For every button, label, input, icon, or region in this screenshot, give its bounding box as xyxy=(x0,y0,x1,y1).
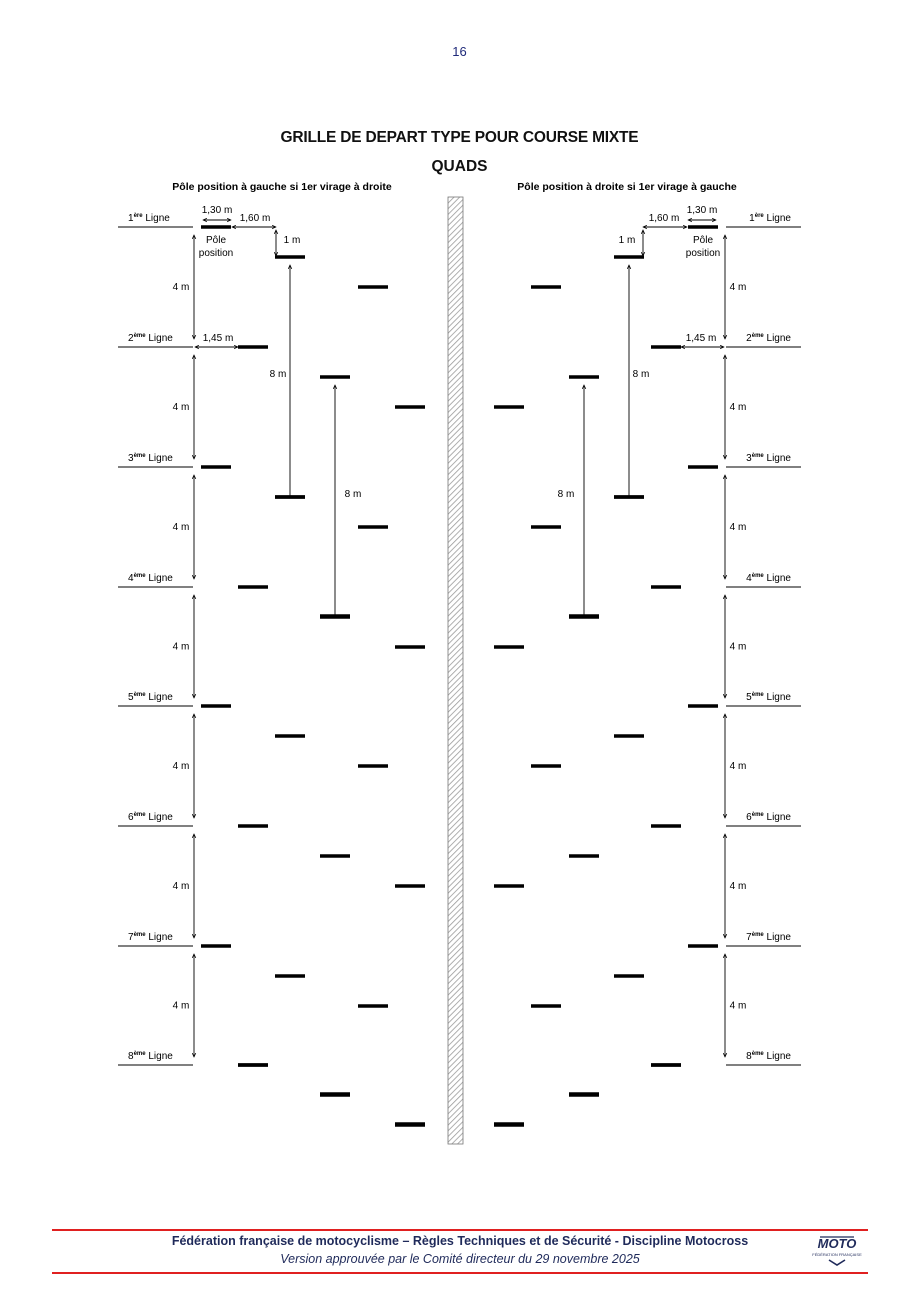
column-spacing-label-2: 8 m xyxy=(344,489,362,500)
dim-row2-offset-label: 1,45 m xyxy=(202,333,234,344)
dim-offset-label: 1 m xyxy=(283,235,301,246)
spacing-label-7: 4 m xyxy=(172,1000,190,1012)
left-heading: Pôle position à gauche si 1er virage à droite xyxy=(172,181,392,193)
footer-version: Version approuvée par le Comité directeur du 29 novembre 2025 xyxy=(280,1252,640,1266)
pole-label-1: Pôle xyxy=(205,235,227,246)
grid-line-label-7: 7ème Ligne xyxy=(746,932,791,943)
right-heading: Pôle position à droite si 1er virage à gauche xyxy=(517,181,737,193)
ffm-logo xyxy=(812,1232,862,1268)
dim-pole-width-label: 1,30 m xyxy=(201,205,233,216)
spacing-label-4: 4 m xyxy=(729,641,747,653)
dim-gap-label: 1,60 m xyxy=(239,213,271,224)
dim-row2-offset-label: 1,45 m xyxy=(685,333,717,344)
footer-rule-top xyxy=(52,1229,868,1231)
grid-line-label-6: 6ème Ligne xyxy=(746,812,791,823)
grid-line-label-2: 2ème Ligne xyxy=(128,333,173,344)
spacing-label-2: 4 m xyxy=(172,402,190,413)
logo-text: MOTO xyxy=(817,1236,857,1251)
footer-title: Fédération française de motocyclisme – Règles Techniques et de Sécurité - Discipline Motocross xyxy=(171,1234,749,1248)
spacing-label-3: 4 m xyxy=(172,522,190,533)
grid-line-label-7: 7ème Ligne xyxy=(128,932,173,943)
spacing-label-7: 4 m xyxy=(729,1000,747,1012)
column-spacing-label-1: 8 m xyxy=(632,369,650,380)
spacing-label-5: 4 m xyxy=(729,761,747,772)
dim-pole-width-label: 1,30 m xyxy=(686,205,718,216)
spacing-label-3: 4 m xyxy=(729,522,747,533)
pole-label-1: Pôle xyxy=(692,235,714,246)
logo-subtext: FÉDÉRATION FRANÇAISE xyxy=(812,1252,862,1257)
grid-line-label-4: 4ème Ligne xyxy=(746,573,791,584)
grid-line-label-3: 3ème Ligne xyxy=(128,453,173,464)
spacing-label-1: 4 m xyxy=(172,282,190,293)
grid-line-label-5: 5ème Ligne xyxy=(746,692,791,703)
column-spacing-label-2: 8 m xyxy=(557,489,575,500)
pole-label-2: position xyxy=(198,248,234,259)
dim-offset-label: 1 m xyxy=(618,235,636,246)
grid-line-label-3: 3ème Ligne xyxy=(746,453,791,464)
footer-rule-bottom xyxy=(52,1272,868,1274)
pole-label-2: position xyxy=(685,248,721,259)
spacing-label-2: 4 m xyxy=(729,402,747,413)
spacing-label-4: 4 m xyxy=(172,641,190,653)
dim-gap-label: 1,60 m xyxy=(648,213,680,224)
grid-line-label-1: 1ère Ligne xyxy=(749,213,791,224)
column-spacing-label-1: 8 m xyxy=(269,369,287,380)
grid-line-label-8: 8ème Ligne xyxy=(746,1051,791,1062)
spacing-label-6: 4 m xyxy=(729,881,747,892)
grid-line-label-5: 5ème Ligne xyxy=(128,692,173,703)
page-number: 16 xyxy=(452,44,467,59)
spacing-label-5: 4 m xyxy=(172,761,190,772)
page-title: GRILLE DE DEPART TYPE POUR COURSE MIXTE xyxy=(280,129,639,146)
grid-line-label-2: 2ème Ligne xyxy=(746,333,791,344)
left-grid xyxy=(118,205,425,1125)
center-barrier xyxy=(448,197,463,1144)
grid-line-label-1: 1ère Ligne xyxy=(128,213,170,224)
right-grid xyxy=(494,205,801,1125)
grid-line-label-6: 6ème Ligne xyxy=(128,812,173,823)
spacing-label-1: 4 m xyxy=(729,282,747,293)
grid-line-label-8: 8ème Ligne xyxy=(128,1051,173,1062)
spacing-label-6: 4 m xyxy=(172,881,190,892)
page-subtitle: QUADS xyxy=(431,158,488,175)
grid-line-label-4: 4ème Ligne xyxy=(128,573,173,584)
